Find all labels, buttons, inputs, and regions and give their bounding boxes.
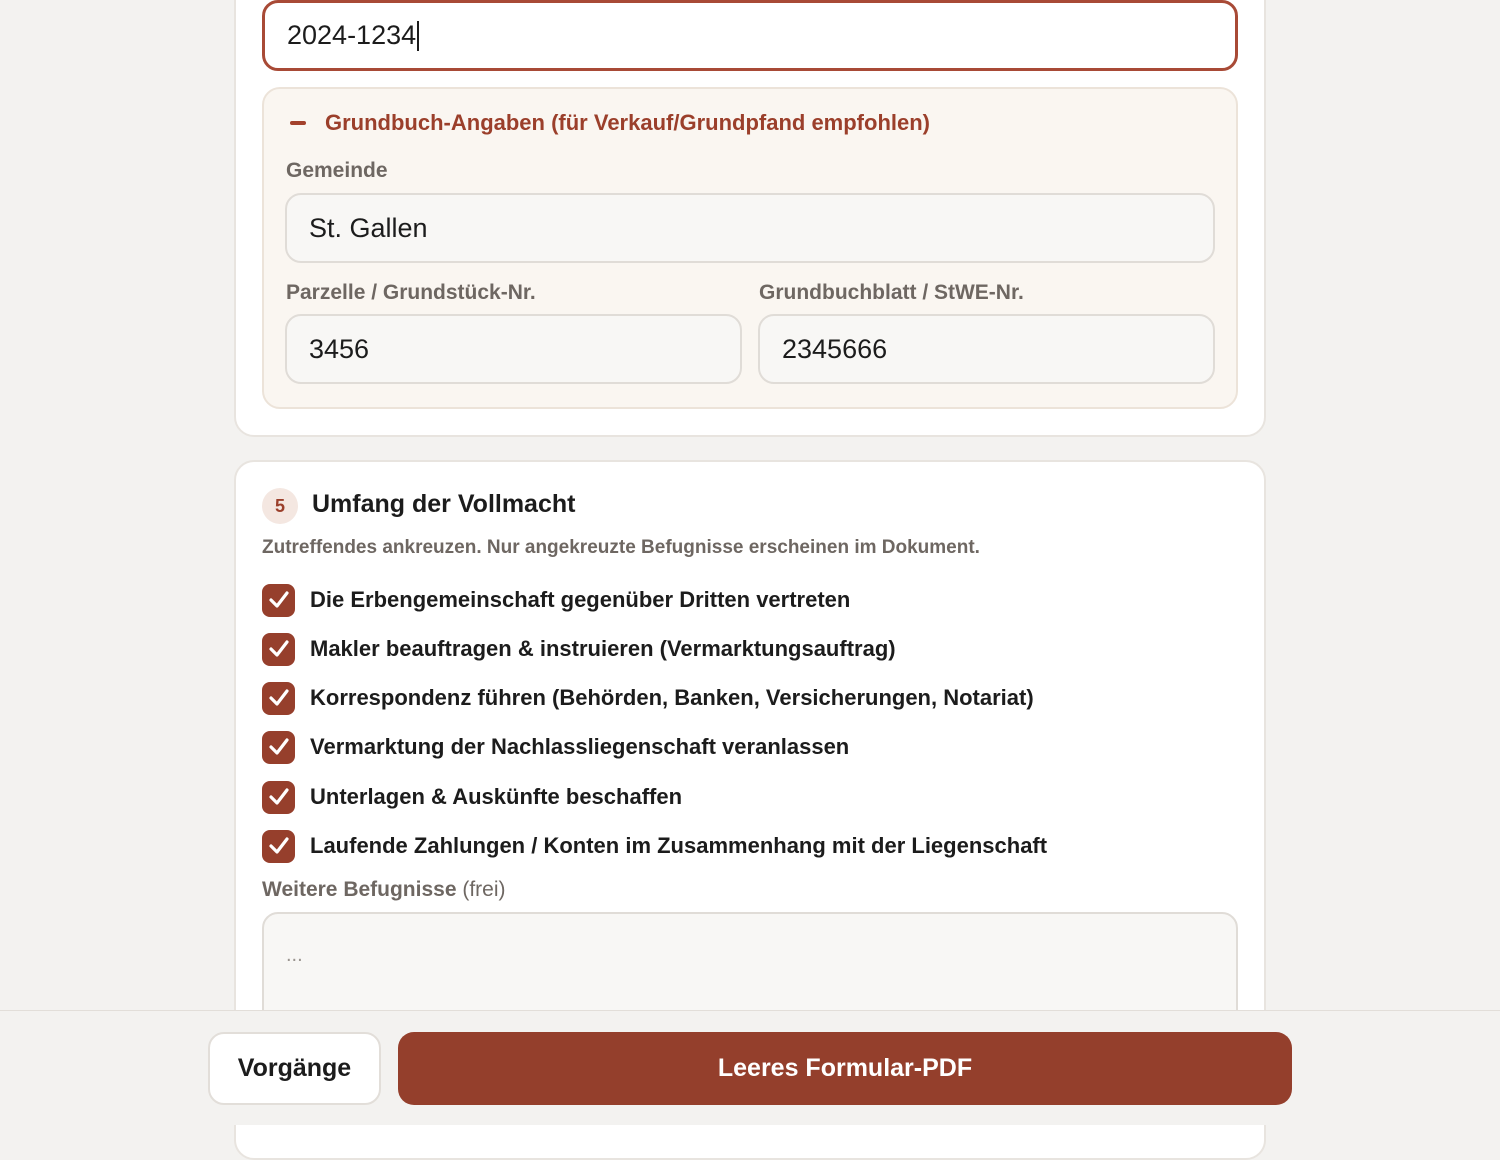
scope-item-label: Vermarktung der Nachlassliegenschaft veranlassen (310, 734, 850, 759)
checkmark-icon (268, 688, 290, 708)
scope-item-label: Korrespondenz führen (Behörden, Banken, Versicherungen, Notariat) (310, 685, 1034, 710)
grundbuch-toggle-label: Grundbuch-Angaben (für Verkauf/Grundpfand empfohlen) (325, 110, 930, 135)
scope-item-korrespondenz[interactable] (262, 681, 1034, 715)
scope-item-label: Laufende Zahlungen / Konten im Zusammenhang mit der Liegenschaft (310, 833, 1048, 858)
minus-icon (290, 121, 306, 125)
gemeinde-value: St. Gallen (309, 212, 428, 243)
blank-form-pdf-button[interactable]: Leeres Formular-PDF (398, 1032, 1292, 1105)
checkmark-icon (268, 590, 290, 610)
checkbox-checked[interactable] (262, 584, 295, 617)
scope-item-label: Makler beauftragen & instruieren (Vermarktungsauftrag) (310, 636, 896, 661)
checkmark-icon (268, 737, 290, 757)
scope-item-vertreten[interactable] (262, 583, 850, 617)
text-caret (417, 21, 419, 51)
weitere-placeholder: ... (286, 944, 303, 966)
scope-item-vermarktung[interactable] (262, 730, 849, 764)
gemeinde-label: Gemeinde (286, 159, 388, 182)
scope-item-unterlagen[interactable] (262, 780, 682, 814)
reference-value: 2024-1234 (287, 20, 417, 50)
parzelle-value: 3456 (309, 333, 370, 364)
gemeinde-input[interactable] (285, 193, 1215, 263)
weitere-label (262, 878, 506, 902)
scope-hint: Zutreffendes ankreuzen. Nur angekreuzte Befugnisse erscheinen im Dokument. (262, 537, 980, 558)
scope-title: Umfang der Vollmacht (312, 490, 576, 518)
parzelle-label: Parzelle / Grundstück-Nr. (286, 281, 536, 304)
checkbox-checked[interactable] (262, 830, 295, 863)
checkbox-checked[interactable] (262, 682, 295, 715)
scope-item-makler[interactable] (262, 632, 896, 666)
parzelle-input[interactable] (285, 314, 742, 384)
grundbuchblatt-label: Grundbuchblatt / StWE-Nr. (759, 281, 1024, 304)
checkbox-checked[interactable] (262, 781, 295, 814)
weitere-label-text: Weitere Befugnisse (262, 878, 457, 901)
weitere-label-hint: (frei) (462, 878, 506, 901)
checkmark-icon (268, 639, 290, 659)
step-badge: 5 (262, 488, 298, 524)
checkmark-icon (268, 787, 290, 807)
checkmark-icon (268, 836, 290, 856)
grundbuchblatt-input[interactable] (758, 314, 1215, 384)
grundbuch-toggle[interactable] (290, 108, 930, 138)
scope-item-zahlungen[interactable] (262, 829, 1047, 863)
reference-input[interactable] (262, 0, 1238, 71)
scope-item-label: Die Erbengemeinschaft gegenüber Dritten vertreten (310, 587, 851, 612)
checkbox-checked[interactable] (262, 633, 295, 666)
checkbox-checked[interactable] (262, 731, 295, 764)
vorgaenge-button[interactable]: Vorgänge (208, 1032, 381, 1105)
scope-item-label: Unterlagen & Auskünfte beschaffen (310, 784, 683, 809)
grundbuchblatt-value: 2345666 (782, 333, 888, 364)
